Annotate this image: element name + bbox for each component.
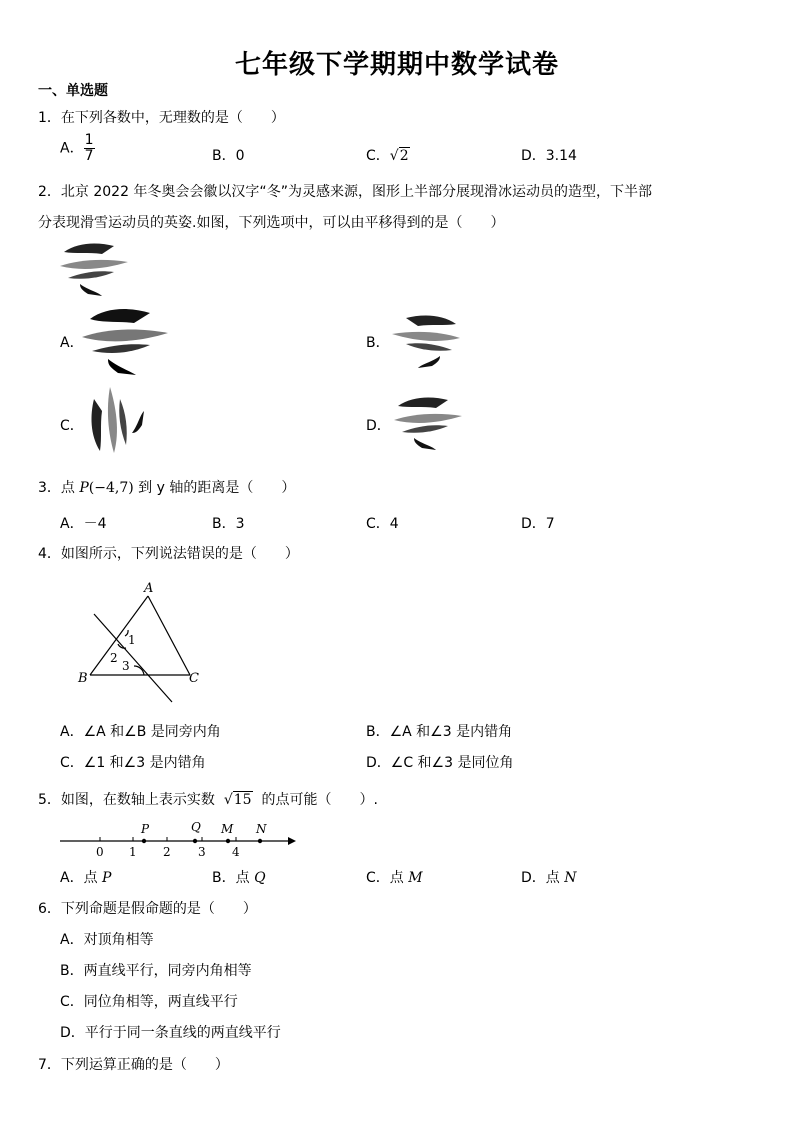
option-a-label: A． [60, 140, 84, 157]
point-p-dot [142, 839, 146, 843]
option-b-point: Q [254, 870, 266, 886]
question-2-stem-line1: 2．北京 2022 年冬奥会会徽以汉字“冬”为灵感来源，图形上半部分展现滑冰运动员的造型，下半部 [38, 184, 652, 200]
question-6-stem: 6．下列命题是假命题的是（ ） [38, 901, 257, 917]
question-5-option-d [521, 867, 576, 887]
number-line [58, 818, 302, 864]
question-5-option-c [366, 867, 423, 887]
tick-label-0: 0 [96, 845, 104, 859]
point-m-label: M [221, 822, 234, 836]
question-1-option-a [60, 133, 95, 164]
vertex-a-label: A [144, 581, 154, 596]
question-2-option-d-label: D． [366, 418, 391, 434]
triangle-side-ac [148, 596, 190, 675]
option-c-label: C． [366, 148, 390, 164]
tick-label-2: 2 [163, 845, 171, 859]
question-6-option-b: B．两直线平行，同旁内角相等 [60, 963, 252, 979]
question-6-option-a: A．对顶角相等 [60, 932, 154, 948]
winter-emblem-option-a-image [80, 305, 170, 375]
question-3-option-b: B．3 [212, 516, 245, 532]
angle-1-label: 1 [128, 633, 136, 647]
sqrt-expression: √2 [389, 148, 409, 164]
angle-3-arc [134, 666, 144, 675]
triangle-side-ab [90, 596, 148, 675]
question-7-stem: 7．下列运算正确的是（ ） [38, 1057, 229, 1073]
question-1-option-c [366, 145, 410, 165]
point-n-dot [258, 839, 262, 843]
question-5-option-a [60, 867, 111, 887]
question-4-option-c: C．∠1 和∠3 是内错角 [60, 755, 206, 771]
winter-emblem-option-d-image [392, 394, 466, 450]
tick-label-1: 1 [129, 845, 137, 859]
question-1-option-d: D．3.14 [521, 148, 577, 164]
question-4-option-b: B．∠A 和∠3 是内错角 [366, 724, 513, 740]
point-coordinates: (−4,7) [88, 480, 134, 496]
question-5-stem-pre: 5．如图，在数轴上表示实数 [38, 792, 215, 808]
question-2-option-b-label: B． [366, 335, 390, 351]
question-2-option-c-label: C． [60, 418, 84, 434]
question-1-option-b: B．0 [212, 148, 245, 164]
winter-emblem-option-b-image [390, 312, 464, 368]
point-m-dot [226, 839, 230, 843]
tick-label-4: 4 [232, 845, 240, 859]
page-title: 七年级下学期期中数学试卷 [234, 50, 559, 80]
tick-label-3: 3 [198, 845, 206, 859]
question-4-option-a: A．∠A 和∠B 是同旁内角 [60, 724, 221, 740]
section-heading: 一、单选题 [38, 83, 108, 99]
question-3-option-a: A．－4 [60, 516, 107, 532]
option-a-label: A．点 [60, 870, 103, 886]
question-5-option-b [212, 867, 266, 887]
fraction-one-seventh [84, 133, 95, 164]
radicand: 15 [233, 792, 252, 808]
question-3-option-d: D．7 [521, 516, 555, 532]
option-b-label: B．点 [212, 870, 255, 886]
question-3-stem-pre: 3．点 [38, 480, 80, 496]
point-q-label: Q [191, 820, 201, 834]
option-c-label: C．点 [366, 870, 409, 886]
point-label: P [79, 480, 89, 496]
vertex-c-label: C [189, 671, 199, 686]
point-p-label: P [141, 822, 150, 836]
point-n-label: N [256, 822, 267, 836]
point-q-dot [193, 839, 197, 843]
question-4-option-d: D．∠C 和∠3 是同位角 [366, 755, 514, 771]
question-2-stem-line2: 分表现滑雪运动员的英姿.如图，下列选项中，可以由平移得到的是（ ） [38, 215, 505, 231]
fraction-numerator: 1 [84, 132, 94, 148]
question-3-stem-post: 到 y 轴的距离是（ ） [133, 480, 296, 496]
question-5-stem [38, 789, 378, 809]
option-c-point: M [408, 870, 423, 886]
angle-2-label: 2 [110, 651, 118, 665]
option-d-point: N [564, 870, 577, 886]
question-5-stem-post: 的点可能（ ）. [261, 792, 378, 808]
question-2-option-a-label: A． [60, 335, 84, 351]
triangle-figure [74, 578, 214, 708]
question-3-stem [38, 477, 295, 497]
option-a-point: P [102, 870, 112, 886]
transversal-line [94, 614, 172, 702]
vertex-b-label: B [78, 671, 88, 686]
question-6-option-d: D．平行于同一条直线的两直线平行 [60, 1025, 281, 1041]
winter-emblem-option-c-image [88, 385, 148, 455]
sqrt-fifteen: √15 [223, 792, 252, 808]
number-line-arrow [288, 837, 296, 845]
question-3-option-c: C．4 [366, 516, 399, 532]
option-d-label: D．点 [521, 870, 565, 886]
question-4-stem: 4．如图所示，下列说法错误的是（ ） [38, 546, 299, 562]
radicand: 2 [399, 148, 409, 164]
winter-emblem-original-image [58, 240, 130, 296]
question-6-option-c: C．同位角相等，两直线平行 [60, 994, 238, 1010]
fraction-denominator: 7 [84, 148, 94, 164]
angle-3-label: 3 [122, 659, 130, 673]
question-1-stem: 1．在下列各数中，无理数的是（ ） [38, 110, 285, 126]
